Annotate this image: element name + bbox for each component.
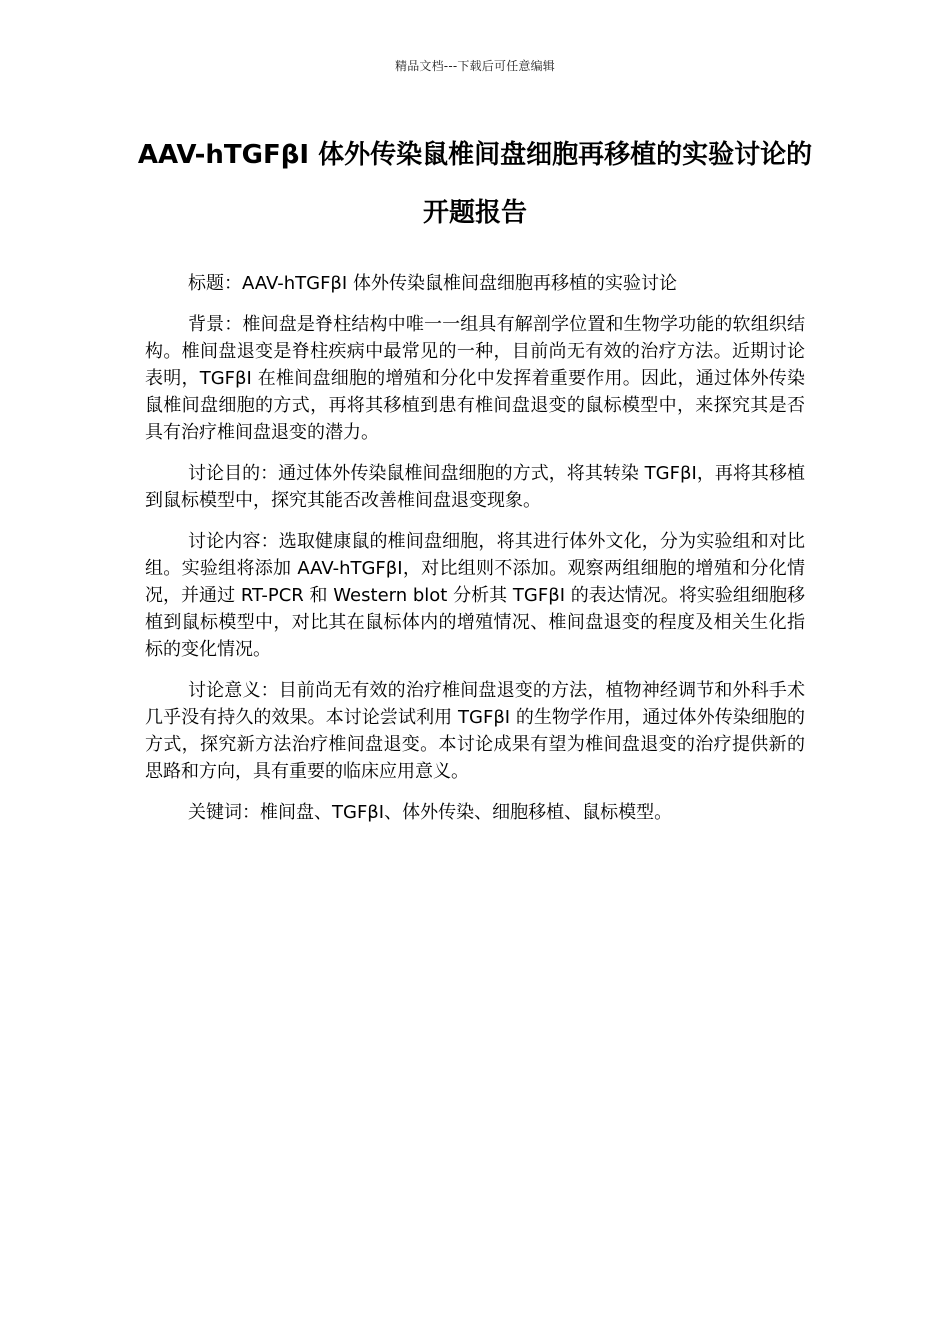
paragraph-content: 讨论内容：选取健康鼠的椎间盘细胞，将其进行体外文化，分为实验组和对比组。实验组将添加 AAV-hTGFβI，对比组则不添加。观察两组细胞的增殖和分化情况，并通过 RT-PCR 和 Western blot 分析其 TGFβI 的表达情况。将实验组细胞移植到鼠标模型中，对比其在鼠标体内的增殖情况、椎间盘退变的程度及相关生化指标的变化情况。 (145, 531, 805, 660)
document-title: AAV-hTGFβI 体外传染鼠椎间盘细胞再移植的实验讨论的开题报告 (137, 140, 813, 228)
paragraph-purpose: 讨论目的：通过体外传染鼠椎间盘细胞的方式，将其转染 TGFβI，再将其移植到鼠标模型中，探究其能否改善椎间盘退变现象。 (145, 463, 805, 511)
paragraph-keywords: 关键词：椎间盘、TGFβI、体外传染、细胞移植、鼠标模型。 (188, 802, 673, 823)
header-note: 精品文档---下载后可任意编辑 (395, 59, 555, 73)
paragraph-background: 背景：椎间盘是脊柱结构中唯一一组具有解剖学位置和生物学功能的软组织结构。椎间盘退变是脊柱疾病中最常见的一种，目前尚无有效的治疗方法。近期讨论表明，TGFβI 在椎间盘细胞的增殖和分化中发挥着重要作用。因此，通过体外传染鼠椎间盘细胞的方式，再将其移植到患有椎间盘退变的鼠标模型中，来探究其是否具有治疗椎间盘退变的潜力。 (145, 314, 805, 443)
document-body (145, 270, 805, 840)
paragraph-title-line: 标题：AAV-hTGFβI 体外传染鼠椎间盘细胞再移植的实验讨论 (188, 273, 677, 294)
paragraph-significance: 讨论意义：目前尚无有效的治疗椎间盘退变的方法，植物神经调节和外科手术几乎没有持久的效果。本讨论尝试利用 TGFβI 的生物学作用，通过体外传染细胞的方式，探究新方法治疗椎间盘退变。本讨论成果有望为椎间盘退变的治疗提供新的思路和方向，具有重要的临床应用意义。 (145, 680, 805, 782)
